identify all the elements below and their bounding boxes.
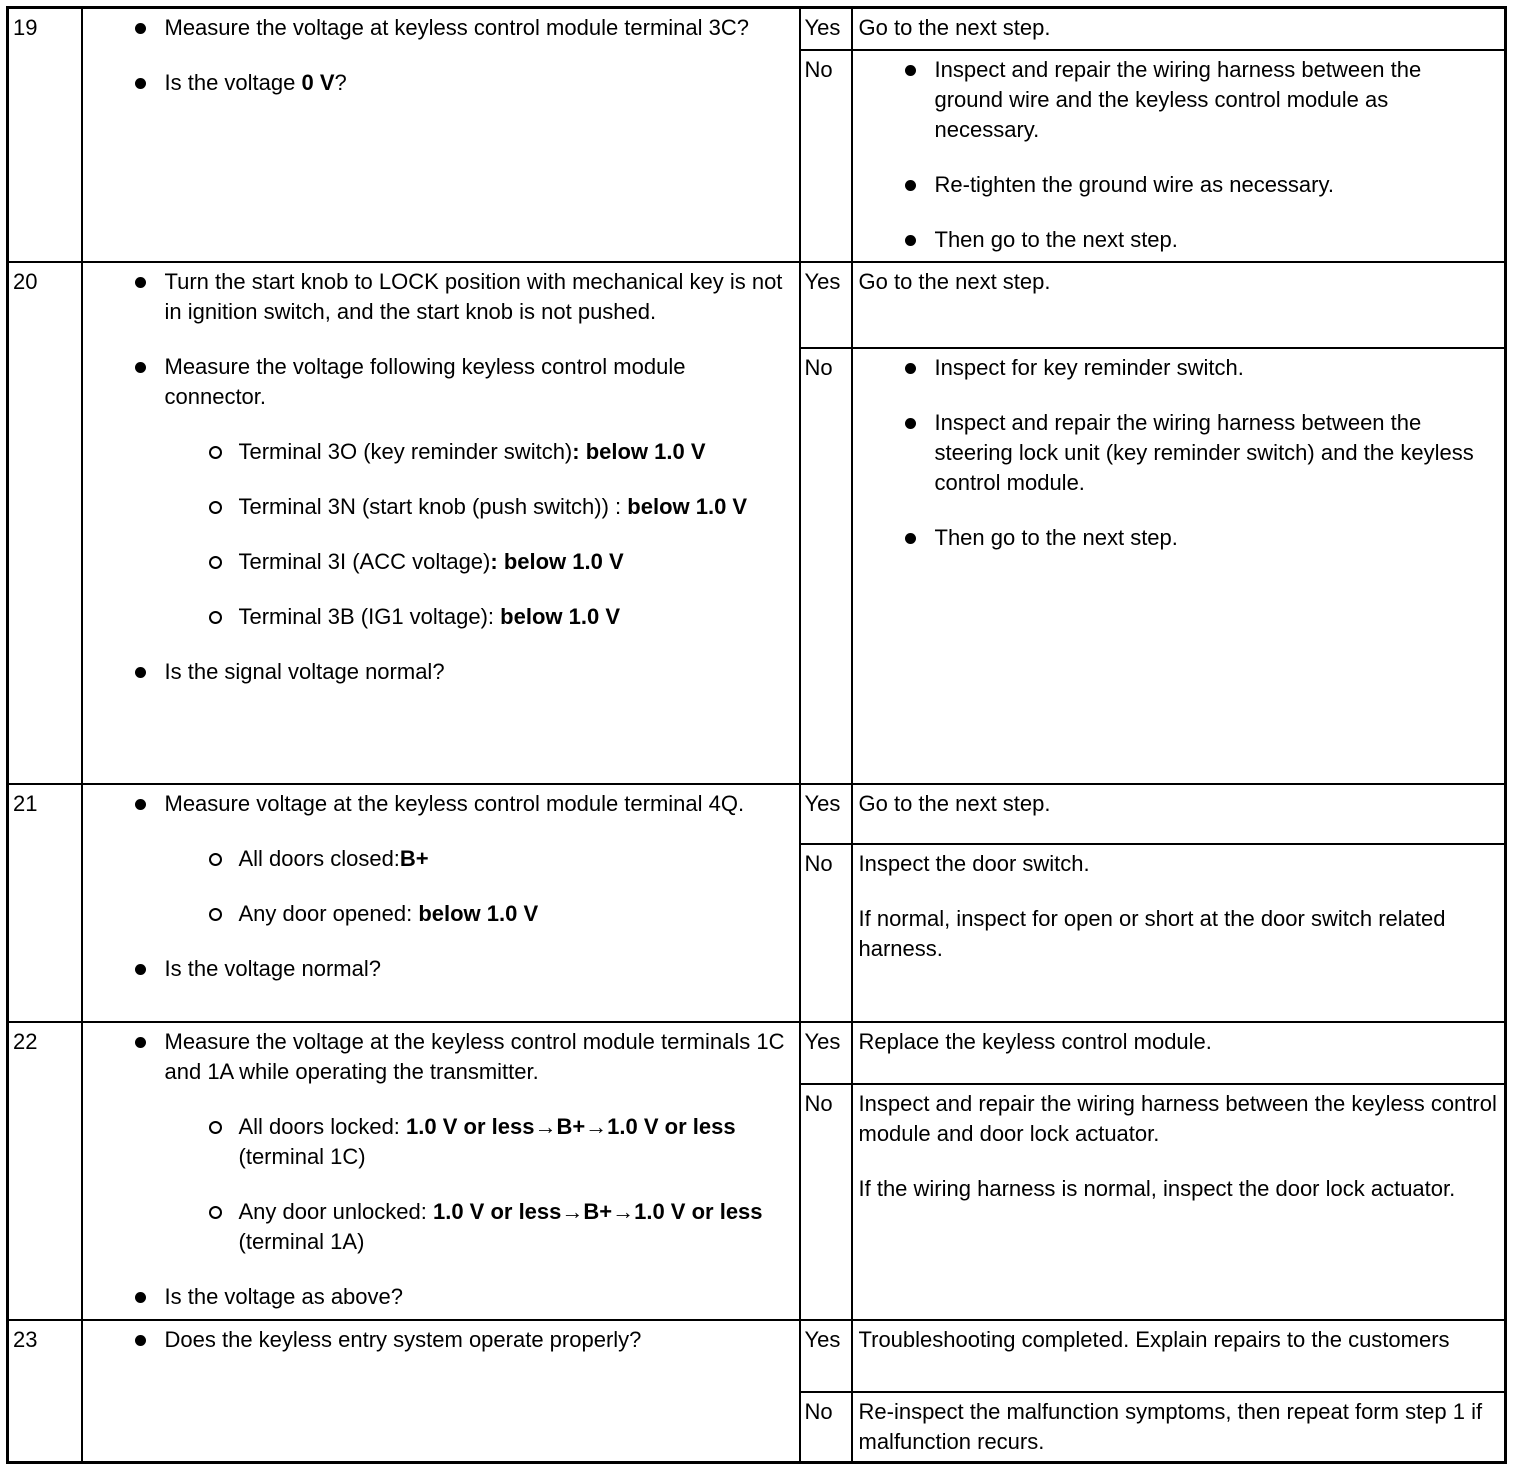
bullet-item: Then go to the next step. [903, 225, 1495, 255]
bullet-item: Does the keyless entry system operate properly? [133, 1325, 789, 1355]
bullet-item: Inspect and repair the wiring harness between the steering lock unit (key reminder switch) and the keyless control module. [903, 408, 1495, 498]
troubleshooting-table [6, 6, 1507, 1464]
yes-action: Go to the next step. [852, 784, 1506, 844]
step-21-yes-row [8, 784, 1506, 844]
inspection-cell [82, 784, 800, 1022]
sub-bullet-item: All doors closed:B+ [207, 844, 789, 874]
no-action [852, 348, 1506, 784]
step-number: 23 [8, 1320, 82, 1463]
bullet-item: Is the voltage as above? [133, 1282, 789, 1312]
sub-bullet-item: Terminal 3I (ACC voltage): below 1.0 V [207, 547, 789, 577]
no-label: No [800, 1084, 852, 1320]
bullet-item: Measure the voltage following keyless control module connector. Terminal 3O (key reminder switch): below 1.0 V Terminal 3N (start knob (push switch)) : below 1.0 V Terminal 3I (ACC voltage): below 1.0 V Terminal 3B (IG1 voltage): below 1.0 V [133, 352, 789, 632]
yes-label: Yes [800, 8, 852, 50]
yes-action: Go to the next step. [852, 8, 1506, 50]
bullet-item: Then go to the next step. [903, 523, 1495, 553]
yes-label: Yes [800, 784, 852, 844]
sub-bullet-item: Terminal 3B (IG1 voltage): below 1.0 V [207, 602, 789, 632]
yes-label: Yes [800, 1022, 852, 1084]
no-label: No [800, 844, 852, 1022]
no-action [852, 844, 1506, 1022]
no-label: No [800, 348, 852, 784]
bullet-item: Is the voltage normal? [133, 954, 789, 984]
no-action [852, 1084, 1506, 1320]
yes-action: Troubleshooting completed. Explain repairs to the customers [852, 1320, 1506, 1392]
yes-label: Yes [800, 1320, 852, 1392]
yes-action: Replace the keyless control module. [852, 1022, 1506, 1084]
bullet-item: Measure the voltage at the keyless control module terminals 1C and 1A while operating the transmitter. All doors locked: 1.0 V or less→B+→1.0 V or less (terminal 1C) Any door unlocked: 1.0 V or less→B+→1.0 V or less (terminal 1A) [133, 1027, 789, 1257]
sub-bullet-item: Any door opened: below 1.0 V [207, 899, 789, 929]
step-19-yes-row [8, 8, 1506, 50]
yes-label: Yes [800, 262, 852, 348]
bullet-item: Is the signal voltage normal? [133, 657, 789, 687]
inspection-cell [82, 1022, 800, 1320]
paragraph: Inspect and repair the wiring harness between the keyless control module and door lock actuator. [858, 1090, 1497, 1146]
inspection-cell [82, 8, 800, 262]
no-action [852, 50, 1506, 262]
step-22-yes-row [8, 1022, 1506, 1084]
sub-bullet-item: Terminal 3N (start knob (push switch)) : below 1.0 V [207, 492, 789, 522]
bullet-item: Re-tighten the ground wire as necessary. [903, 170, 1495, 200]
paragraph: If the wiring harness is normal, inspect the door lock actuator. [858, 1175, 1456, 1201]
bullet-item: Measure voltage at the keyless control module terminal 4Q. All doors closed:B+ Any door opened: below 1.0 V [133, 789, 789, 929]
inspection-cell [82, 1320, 800, 1463]
bullet-item: Inspect and repair the wiring harness between the ground wire and the keyless control module as necessary. [903, 55, 1495, 145]
no-label: No [800, 50, 852, 262]
bullet-item: Inspect for key reminder switch. [903, 353, 1495, 383]
inspection-cell [82, 262, 800, 784]
step-number: 20 [8, 262, 82, 784]
sub-bullet-item: Terminal 3O (key reminder switch): below 1.0 V [207, 437, 789, 467]
paragraph: Re-inspect the malfunction symptoms, then repeat form step 1 if malfunction recurs. [858, 1398, 1483, 1454]
step-number: 22 [8, 1022, 82, 1320]
step-number: 21 [8, 784, 82, 1022]
no-label: No [800, 1392, 852, 1463]
step-number: 19 [8, 8, 82, 262]
paragraph: If normal, inspect for open or short at the door switch related harness. [858, 905, 1446, 961]
yes-action: Go to the next step. [852, 262, 1506, 348]
step-23-yes-row [8, 1320, 1506, 1392]
no-action [852, 1392, 1506, 1463]
paragraph: Inspect the door switch. [858, 850, 1090, 876]
bullet-item: Measure the voltage at keyless control module terminal 3C? [133, 13, 789, 43]
sub-bullet-item: All doors locked: 1.0 V or less→B+→1.0 V or less (terminal 1C) [207, 1112, 789, 1172]
bullet-item: Is the voltage 0 V? [133, 68, 789, 98]
bullet-item: Turn the start knob to LOCK position with mechanical key is not in ignition switch, and the start knob is not pushed. [133, 267, 789, 327]
step-20-yes-row [8, 262, 1506, 348]
sub-bullet-item: Any door unlocked: 1.0 V or less→B+→1.0 V or less (terminal 1A) [207, 1197, 789, 1257]
